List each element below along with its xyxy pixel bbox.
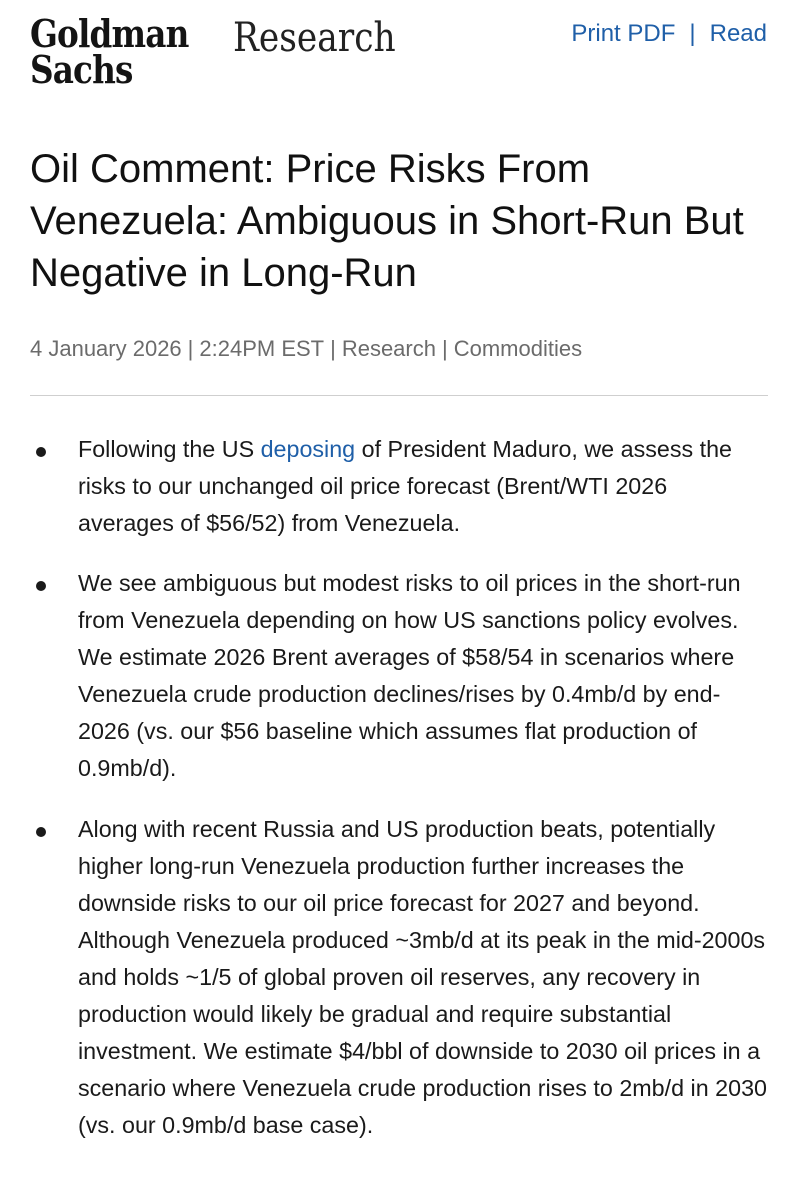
article-category[interactable]: Research [341,336,436,361]
page-header [0,0,797,110]
bullet-text: Along with recent Russia and US production beats, potentially higher long-run Venezuela production further increases the downside risks to our oil price forecast for 2027 and beyond. Although Venezuela produced ~3mb/d at its peak in the mid-2000s and holds ~1/5 of global proven oil reserves, any recovery in production would likely be gradual and require substantial investment. We estimate $4/bbl of downside to 2030 oil prices in a scenario where Venezuela crude production rises to 2mb/d in 2030 (vs. our 0.9mb/d base case). [78,816,767,1138]
bullet-icon [36,447,46,457]
article-date: 4 January 2026 [30,336,182,361]
bullet-text: We see ambiguous but modest risks to oil prices in the short-run from Venezuela depending on how US sanctions policy evolves. We estimate 2026 Brent averages of $58/54 in scenarios where Venezuela crude production declines/rises by 0.4mb/d by end-2026 (vs. our $56 baseline which assumes flat production of 0.9mb/d). [78,570,741,781]
meta-separator: | [330,336,336,361]
meta-separator: | [441,336,448,361]
print-pdf-link[interactable]: Print PDF [571,20,676,47]
article-time: 2:24PM EST [199,336,325,361]
article-subcategory[interactable]: Commodities [453,336,583,361]
article-meta [30,336,582,362]
section-title: Research [233,15,396,61]
article-title: Oil Comment: Price Risks From Venezuela: Ambiguous in Short-Run But Negative in Long-Run [30,147,744,295]
bullet-text-post: of President Maduro, we assess the risks to our unchanged oil price forecast (Brent/WTI 2026 averages of $56/52) from Venezuela. [78,436,732,536]
header-links [571,20,767,48]
goldman-sachs-logo[interactable] [30,11,214,92]
deposing-link[interactable]: deposing [260,436,356,462]
bullet-icon [36,581,46,591]
meta-separator: | [187,336,194,361]
bullet-text-pre: Following the US [78,436,261,462]
divider [30,395,768,396]
read-link[interactable]: Read [709,20,767,47]
logo-line-1: Goldman [30,11,189,56]
logo-line-2: Sachs [30,47,133,92]
bullet-text [78,431,768,542]
link-separator: | [689,20,696,47]
bullet-icon [36,827,46,837]
